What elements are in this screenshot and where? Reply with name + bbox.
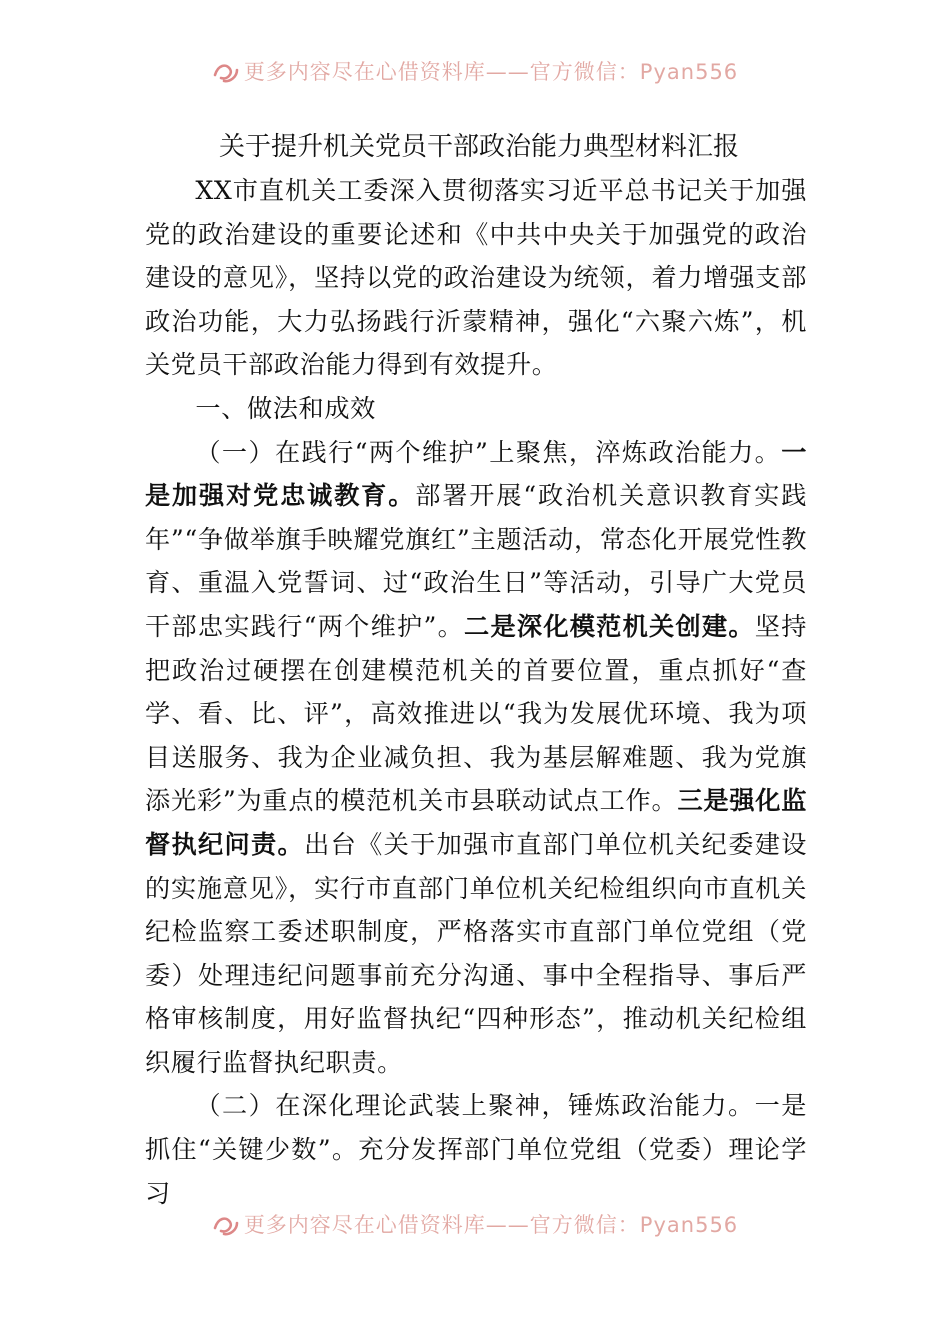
document-body: [145, 125, 807, 1215]
para1-text-1: 部署开展“政治机关意识教育实践年”“争做举旗手映耀党旗红”主题活动，常态化开展党性教育、重温入党誓词、过“政治生日”等活动，引导广大党员干部忠实践行“两个维护”。: [145, 481, 807, 641]
watermark-text: 更多内容尽在心借资料库——官方微信：Pyan556: [243, 1213, 739, 1237]
para1-lead: （一）在践行“两个维护”上聚焦，淬炼政治能力。: [195, 437, 782, 467]
watermark-text: 更多内容尽在心借资料库——官方微信：Pyan556: [243, 60, 739, 84]
para1-text-2: 坚持把政治过硬摆在创建模范机关的首要位置，重点抓好“查学、看、比、评”，高效推进以“我为发展优环境、我为项目送服务、我为企业减负担、我为基层解难题、我为党旗添光彩”为重点的模范机关市县联动试点工作。: [145, 611, 808, 816]
paragraph-1: [145, 431, 807, 1085]
paragraph-2: （二）在深化理论武装上聚神，锤炼政治能力。一是抓住“关键少数”。充分发挥部门单位党组（党委）理论学习: [145, 1091, 807, 1208]
intro-paragraph: XX市直机关工委深入贯彻落实习近平总书记关于加强党的政治建设的重要论述和《中共中央关于加强党的政治建设的意见》，坚持以党的政治建设为统领，着力增强支部政治功能，大力弘扬践行沂蒙精神，强化“六聚六炼”，机关党员干部政治能力得到有效提升。: [145, 176, 807, 380]
watermark-top: [0, 56, 950, 86]
document-title: 关于提升机关党员干部政治能力典型材料汇报: [219, 132, 740, 162]
watermark-logo-icon: [212, 61, 240, 83]
watermark-bottom: [0, 1209, 950, 1239]
para1-text-3: 出台《关于加强市直部门单位机关纪委建设的实施意见》，实行市直部门单位机关纪检组织向市直机关纪检监察工委述职制度，严格落实市直部门单位党组（党委）处理违纪问题事前充分沟通、事中全程指导、事后严格审核制度，用好监督执纪“四种形态”，推动机关纪检组织履行监督执纪职责。: [145, 829, 807, 1077]
watermark-logo-icon: [212, 1214, 240, 1236]
para1-bold-2: 二是深化模范机关创建。: [464, 610, 755, 641]
para1-bold-1: 一是加强对党忠诚教育。: [145, 436, 807, 511]
section-heading: 一、做法和成效: [195, 393, 376, 423]
para1-bold-3: 三是强化监督执纪问责。: [145, 785, 808, 859]
